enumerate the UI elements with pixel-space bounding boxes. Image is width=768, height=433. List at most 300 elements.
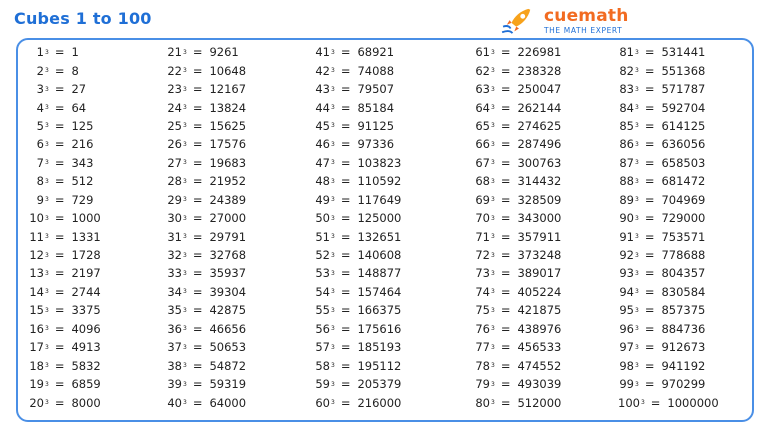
- cube-exponent: 3: [491, 48, 495, 56]
- cube-entry: [314, 375, 401, 393]
- cube-exponent: 3: [183, 325, 187, 333]
- cube-value: 729000: [661, 211, 706, 226]
- cube-exponent: 3: [331, 122, 335, 130]
- equals-sign: =: [500, 82, 511, 97]
- cube-value: 1: [71, 45, 79, 60]
- equals-sign: =: [192, 100, 203, 115]
- cube-entry: [618, 375, 719, 393]
- equals-sign: =: [54, 266, 65, 281]
- cube-value: 54872: [209, 358, 247, 373]
- equals-sign: =: [54, 395, 65, 410]
- equals-sign: =: [340, 266, 351, 281]
- cube-base: 56: [315, 321, 330, 336]
- equals-sign: =: [644, 155, 655, 170]
- cube-exponent: 3: [183, 233, 187, 241]
- cube-base: 72: [475, 248, 490, 263]
- equals-sign: =: [192, 395, 203, 410]
- cube-value: 10648: [209, 63, 247, 78]
- cube-base: 51: [315, 229, 330, 244]
- cube-base: 29: [167, 192, 182, 207]
- cube-exponent: 3: [491, 177, 495, 185]
- cube-value: 592704: [661, 100, 706, 115]
- cube-base: 77: [475, 340, 490, 355]
- equals-sign: =: [340, 303, 351, 318]
- cube-base: 85: [619, 118, 634, 133]
- cube-exponent: 3: [635, 196, 639, 204]
- cube-value: 103823: [357, 155, 402, 170]
- equals-sign: =: [500, 174, 511, 189]
- cube-exponent: 3: [491, 325, 495, 333]
- equals-sign: =: [500, 266, 511, 281]
- cube-base: 32: [167, 248, 182, 263]
- cube-entry: [474, 43, 561, 61]
- equals-sign: =: [500, 229, 511, 244]
- cube-entry: [474, 320, 561, 338]
- cube-entry: [28, 283, 101, 301]
- cube-entry: [618, 356, 719, 374]
- cube-entry: [28, 135, 101, 153]
- cube-value: 4913: [71, 340, 101, 355]
- cube-entry: [28, 98, 101, 116]
- cube-entry: [166, 356, 246, 374]
- cube-exponent: 3: [45, 269, 49, 277]
- cube-entry: [474, 98, 561, 116]
- equals-sign: =: [192, 137, 203, 152]
- equals-sign: =: [340, 229, 351, 244]
- cube-base: 75: [475, 303, 490, 318]
- cube-base: 61: [475, 45, 490, 60]
- cube-entry: [28, 227, 101, 245]
- cube-entry: [474, 209, 561, 227]
- cube-exponent: 3: [45, 399, 49, 407]
- cube-base: 9: [36, 192, 44, 207]
- cube-exponent: 3: [491, 399, 495, 407]
- equals-sign: =: [500, 248, 511, 263]
- cube-exponent: 3: [635, 288, 639, 296]
- cube-value: 117649: [357, 192, 402, 207]
- cube-exponent: 3: [45, 122, 49, 130]
- cube-entry: [166, 338, 246, 356]
- cube-exponent: 3: [331, 325, 335, 333]
- cube-base: 74: [475, 284, 490, 299]
- cube-entry: [28, 61, 101, 79]
- equals-sign: =: [500, 137, 511, 152]
- cube-exponent: 3: [491, 196, 495, 204]
- cube-base: 70: [475, 211, 490, 226]
- equals-sign: =: [192, 321, 203, 336]
- cube-value: 512000: [517, 395, 562, 410]
- cube-base: 23: [167, 82, 182, 97]
- rocket-icon: [500, 6, 538, 36]
- cube-base: 10: [29, 211, 44, 226]
- equals-sign: =: [340, 137, 351, 152]
- cube-entry: [166, 191, 246, 209]
- cube-entry: [28, 375, 101, 393]
- cube-exponent: 3: [183, 104, 187, 112]
- cube-entry: [314, 61, 401, 79]
- cube-entry: [474, 61, 561, 79]
- equals-sign: =: [192, 266, 203, 281]
- column-21-40: [166, 43, 246, 412]
- cube-base: 99: [619, 377, 634, 392]
- brand-name: cuemath: [544, 5, 629, 26]
- cube-value: 804357: [661, 266, 706, 281]
- cube-value: 59319: [209, 377, 247, 392]
- cube-exponent: 3: [635, 104, 639, 112]
- cube-exponent: 3: [45, 233, 49, 241]
- cube-base: 26: [167, 137, 182, 152]
- cube-entry: [618, 338, 719, 356]
- cube-base: 16: [29, 321, 44, 336]
- cube-entry: [474, 375, 561, 393]
- cube-exponent: 3: [635, 380, 639, 388]
- cube-exponent: 3: [183, 159, 187, 167]
- equals-sign: =: [644, 211, 655, 226]
- cube-entry: [474, 301, 561, 319]
- cube-exponent: 3: [45, 325, 49, 333]
- cube-base: 89: [619, 192, 634, 207]
- cube-value: 27000: [209, 211, 247, 226]
- cube-exponent: 3: [183, 85, 187, 93]
- equals-sign: =: [340, 358, 351, 373]
- cube-entry: [166, 80, 246, 98]
- cube-entry: [474, 393, 561, 411]
- equals-sign: =: [192, 63, 203, 78]
- cube-base: 66: [475, 137, 490, 152]
- cube-base: 30: [167, 211, 182, 226]
- cube-entry: [166, 98, 246, 116]
- cube-value: 39304: [209, 284, 247, 299]
- cube-value: 314432: [517, 174, 562, 189]
- equals-sign: =: [340, 284, 351, 299]
- cube-entry: [28, 172, 101, 190]
- equals-sign: =: [192, 155, 203, 170]
- equals-sign: =: [192, 248, 203, 263]
- equals-sign: =: [54, 284, 65, 299]
- cube-base: 84: [619, 100, 634, 115]
- equals-sign: =: [192, 174, 203, 189]
- cube-exponent: 3: [331, 48, 335, 56]
- cube-base: 92: [619, 248, 634, 263]
- cube-base: 2: [36, 63, 44, 78]
- cube-entry: [28, 356, 101, 374]
- cube-exponent: 3: [183, 177, 187, 185]
- cube-value: 2197: [71, 266, 101, 281]
- cube-entry: [618, 283, 719, 301]
- equals-sign: =: [644, 266, 655, 281]
- cube-exponent: 3: [183, 196, 187, 204]
- cube-base: 88: [619, 174, 634, 189]
- cube-base: 46: [315, 137, 330, 152]
- cube-value: 46656: [209, 321, 247, 336]
- cube-exponent: 3: [331, 196, 335, 204]
- column-81-100: [618, 43, 719, 412]
- equals-sign: =: [54, 63, 65, 78]
- cube-value: 74088: [357, 63, 395, 78]
- cube-entry: [474, 135, 561, 153]
- cube-base: 93: [619, 266, 634, 281]
- cube-entry: [166, 61, 246, 79]
- cube-value: 6859: [71, 377, 101, 392]
- cube-base: 13: [29, 266, 44, 281]
- cube-value: 1728: [71, 248, 101, 263]
- cube-entry: [618, 209, 719, 227]
- cube-entry: [618, 246, 719, 264]
- column-61-80: [474, 43, 561, 412]
- cube-base: 50: [315, 211, 330, 226]
- cube-entry: [166, 209, 246, 227]
- cube-base: 65: [475, 118, 490, 133]
- cube-base: 47: [315, 155, 330, 170]
- cube-exponent: 3: [635, 159, 639, 167]
- cube-base: 41: [315, 45, 330, 60]
- cube-exponent: 3: [183, 214, 187, 222]
- cube-value: 64000: [209, 395, 247, 410]
- equals-sign: =: [644, 321, 655, 336]
- cube-exponent: 3: [491, 251, 495, 259]
- cube-base: 42: [315, 63, 330, 78]
- cube-base: 18: [29, 358, 44, 373]
- cube-base: 6: [36, 137, 44, 152]
- equals-sign: =: [54, 229, 65, 244]
- equals-sign: =: [340, 82, 351, 97]
- cube-entry: [618, 264, 719, 282]
- cube-base: 55: [315, 303, 330, 318]
- equals-sign: =: [500, 321, 511, 336]
- cube-base: 31: [167, 229, 182, 244]
- cube-entry: [166, 135, 246, 153]
- equals-sign: =: [644, 174, 655, 189]
- cube-value: 456533: [517, 340, 562, 355]
- cube-value: 24389: [209, 192, 247, 207]
- cube-entry: [474, 338, 561, 356]
- equals-sign: =: [54, 155, 65, 170]
- cube-exponent: 3: [331, 140, 335, 148]
- cube-exponent: 3: [491, 122, 495, 130]
- cube-entry: [314, 154, 401, 172]
- cube-entry: [618, 301, 719, 319]
- equals-sign: =: [644, 248, 655, 263]
- cube-value: 704969: [661, 192, 706, 207]
- cube-entry: [314, 301, 401, 319]
- cube-base: 49: [315, 192, 330, 207]
- cube-exponent: 3: [45, 67, 49, 75]
- cube-exponent: 3: [331, 104, 335, 112]
- cube-value: 12167: [209, 82, 247, 97]
- cube-base: 19: [29, 377, 44, 392]
- cube-base: 27: [167, 155, 182, 170]
- cube-exponent: 3: [45, 214, 49, 222]
- cube-exponent: 3: [45, 177, 49, 185]
- cube-entry: [28, 209, 101, 227]
- cube-base: 48: [315, 174, 330, 189]
- cube-value: 1000000: [667, 395, 719, 410]
- cube-base: 38: [167, 358, 182, 373]
- cube-base: 95: [619, 303, 634, 318]
- cube-value: 85184: [357, 100, 395, 115]
- cube-value: 157464: [357, 284, 402, 299]
- cube-base: 83: [619, 82, 634, 97]
- cube-entry: [314, 246, 401, 264]
- cube-base: 20: [29, 395, 44, 410]
- cube-exponent: 3: [45, 343, 49, 351]
- equals-sign: =: [644, 358, 655, 373]
- cube-exponent: 3: [491, 85, 495, 93]
- cube-base: 8: [36, 174, 44, 189]
- cube-value: 5832: [71, 358, 101, 373]
- equals-sign: =: [192, 303, 203, 318]
- cube-value: 287496: [517, 137, 562, 152]
- equals-sign: =: [340, 248, 351, 263]
- equals-sign: =: [500, 63, 511, 78]
- cube-exponent: 3: [331, 362, 335, 370]
- cube-exponent: 3: [45, 288, 49, 296]
- cube-exponent: 3: [635, 48, 639, 56]
- equals-sign: =: [500, 395, 511, 410]
- cube-entry: [166, 393, 246, 411]
- cube-base: 37: [167, 340, 182, 355]
- cube-entry: [28, 154, 101, 172]
- cube-value: 140608: [357, 248, 402, 263]
- cube-value: 389017: [517, 266, 562, 281]
- cube-entry: [166, 375, 246, 393]
- cube-base: 79: [475, 377, 490, 392]
- cuemath-logo[interactable]: [500, 6, 629, 36]
- equals-sign: =: [340, 377, 351, 392]
- cube-exponent: 3: [45, 48, 49, 56]
- cube-value: 132651: [357, 229, 402, 244]
- cube-base: 69: [475, 192, 490, 207]
- equals-sign: =: [192, 82, 203, 97]
- cube-base: 36: [167, 321, 182, 336]
- cube-base: 54: [315, 284, 330, 299]
- cube-base: 14: [29, 284, 44, 299]
- cube-value: 884736: [661, 321, 706, 336]
- cube-entry: [166, 117, 246, 135]
- equals-sign: =: [340, 192, 351, 207]
- cube-value: 614125: [661, 118, 706, 133]
- equals-sign: =: [500, 211, 511, 226]
- cube-entry: [28, 338, 101, 356]
- cube-base: 73: [475, 266, 490, 281]
- cube-value: 79507: [357, 82, 395, 97]
- cube-entry: [618, 227, 719, 245]
- equals-sign: =: [54, 340, 65, 355]
- equals-sign: =: [650, 395, 661, 410]
- cube-entry: [618, 61, 719, 79]
- cube-exponent: 3: [491, 214, 495, 222]
- cube-value: 1331: [71, 229, 101, 244]
- cube-base: 21: [167, 45, 182, 60]
- cube-entry: [314, 172, 401, 190]
- cube-entry: [474, 283, 561, 301]
- cube-entry: [618, 172, 719, 190]
- equals-sign: =: [500, 192, 511, 207]
- equals-sign: =: [192, 192, 203, 207]
- cube-entry: [314, 264, 401, 282]
- cube-base: 60: [315, 395, 330, 410]
- cube-base: 80: [475, 395, 490, 410]
- cube-entry: [618, 320, 719, 338]
- cube-value: 19683: [209, 155, 247, 170]
- cube-exponent: 3: [45, 104, 49, 112]
- cube-entry: [166, 264, 246, 282]
- cube-base: 7: [36, 155, 44, 170]
- cube-exponent: 3: [331, 177, 335, 185]
- cube-exponent: 3: [491, 159, 495, 167]
- equals-sign: =: [54, 377, 65, 392]
- equals-sign: =: [340, 100, 351, 115]
- cube-exponent: 3: [183, 122, 187, 130]
- cube-value: 17576: [209, 137, 247, 152]
- cube-exponent: 3: [491, 380, 495, 388]
- cube-exponent: 3: [491, 140, 495, 148]
- cube-value: 205379: [357, 377, 402, 392]
- equals-sign: =: [54, 82, 65, 97]
- cube-exponent: 3: [491, 306, 495, 314]
- equals-sign: =: [54, 321, 65, 336]
- cube-value: 531441: [661, 45, 706, 60]
- cube-exponent: 3: [635, 85, 639, 93]
- cube-base: 90: [619, 211, 634, 226]
- cube-value: 9261: [209, 45, 239, 60]
- cube-value: 250047: [517, 82, 562, 97]
- cube-base: 24: [167, 100, 182, 115]
- equals-sign: =: [54, 303, 65, 318]
- cube-value: 857375: [661, 303, 706, 318]
- cube-entry: [314, 393, 401, 411]
- cube-base: 34: [167, 284, 182, 299]
- cube-base: 81: [619, 45, 634, 60]
- cube-value: 551368: [661, 63, 706, 78]
- cube-base: 67: [475, 155, 490, 170]
- cube-value: 35937: [209, 266, 247, 281]
- cube-value: 274625: [517, 118, 562, 133]
- cube-value: 91125: [357, 118, 395, 133]
- cube-exponent: 3: [331, 67, 335, 75]
- cube-value: 1000: [71, 211, 101, 226]
- equals-sign: =: [644, 192, 655, 207]
- equals-sign: =: [644, 82, 655, 97]
- cube-value: 175616: [357, 321, 402, 336]
- cube-base: 76: [475, 321, 490, 336]
- equals-sign: =: [54, 211, 65, 226]
- equals-sign: =: [340, 211, 351, 226]
- cube-exponent: 3: [183, 251, 187, 259]
- cube-exponent: 3: [331, 380, 335, 388]
- cube-value: 13824: [209, 100, 247, 115]
- cube-exponent: 3: [45, 159, 49, 167]
- equals-sign: =: [644, 303, 655, 318]
- cube-value: 778688: [661, 248, 706, 263]
- cube-value: 32768: [209, 248, 247, 263]
- cube-base: 78: [475, 358, 490, 373]
- cube-entry: [618, 154, 719, 172]
- cube-exponent: 3: [331, 214, 335, 222]
- cube-entry: [28, 246, 101, 264]
- cube-entry: [314, 80, 401, 98]
- equals-sign: =: [192, 229, 203, 244]
- equals-sign: =: [644, 118, 655, 133]
- cube-exponent: 3: [491, 104, 495, 112]
- cube-exponent: 3: [183, 288, 187, 296]
- cube-value: 238328: [517, 63, 562, 78]
- cube-entry: [314, 117, 401, 135]
- cube-entry: [314, 320, 401, 338]
- cube-entry: [474, 264, 561, 282]
- cube-entry: [474, 246, 561, 264]
- cube-exponent: 3: [183, 140, 187, 148]
